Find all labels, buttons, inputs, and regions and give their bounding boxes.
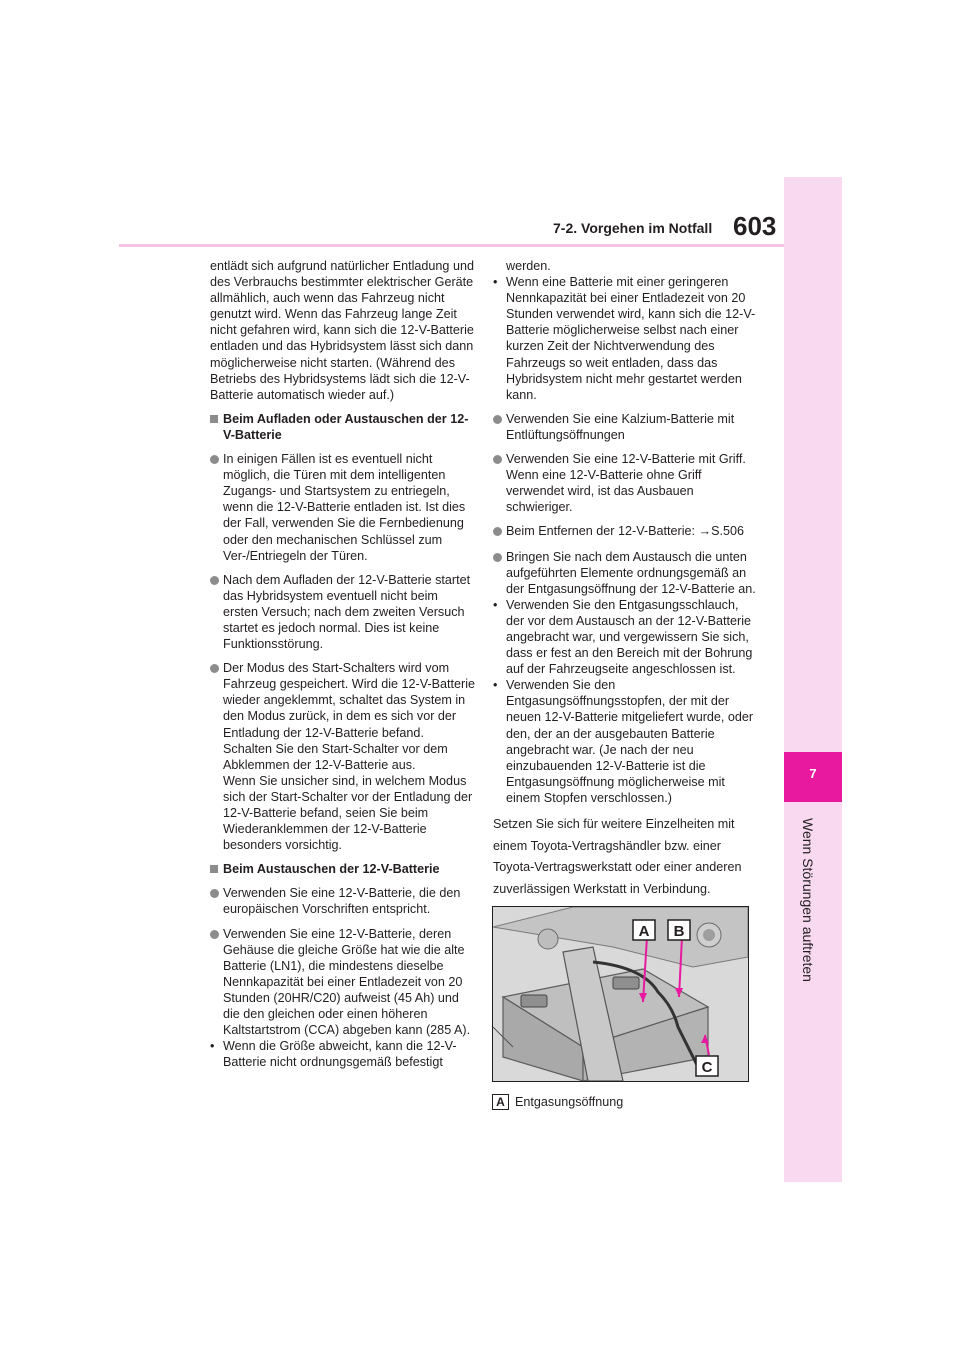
- chapter-label: [798, 818, 818, 988]
- chapter-number: 7: [809, 766, 817, 781]
- list-item-text: Wenn Sie unsicher sind, in welchem Modus sich der Start-Schalter vor der Entladung der 12-V-Batterie befand, seien Sie beim Wiederanklemmen der 12-V-Batterie besonders vorsichtig.: [223, 773, 473, 853]
- list-item-text: Bringen Sie nach dem Austausch die unten aufgeführten Elemente ordnungsgemäß an der Entgasungsöffnung der 12-V-Batterie an.: [506, 549, 756, 596]
- callout-a: A: [638, 923, 650, 940]
- figure-caption: [492, 1094, 623, 1110]
- round-bullet-icon: [210, 576, 219, 585]
- list-item-text: Nach dem Aufladen der 12-V-Batterie startet das Hybridsystem eventuell nicht beim ersten Versuch; nach dem zweiten Versuch startet es jedoch normal. Dies ist keine Funktionsstörung.: [223, 572, 471, 652]
- paragraph-line: zuverlässigen Werkstatt in Verbindung.: [493, 881, 711, 896]
- battery-photo: [493, 907, 748, 1081]
- heading-replacing: [210, 861, 475, 877]
- round-bullet-icon: [493, 527, 502, 536]
- square-bullet-icon: [210, 865, 218, 873]
- round-bullet-icon: [210, 930, 219, 939]
- list-item-text: Verwenden Sie eine 12-V-Batterie mit Griff. Wenn eine 12-V-Batterie ohne Griff verwendet wird, ist das Ausbauen schwieriger.: [506, 452, 746, 515]
- list-item-text: In einigen Fällen ist es eventuell nicht möglich, die Türen mit dem intelligenten Zugangs- und Startsystem zu entriegeln, wenn die 12-V-Batterie entladen ist. Ist dies der Fall, verwenden Sie die Fernbedienung oder den mechanischen Schlüssel zum Ver-/Entriegeln der Türen.: [223, 452, 466, 563]
- sub-list-item: • Wenn die Größe abweicht, kann die 12-V-Batterie nicht ordnungsgemäß befestigt: [210, 1038, 475, 1070]
- left-column: [210, 258, 475, 1070]
- caption-key: A: [492, 1094, 509, 1110]
- paragraph-line: Toyota-Vertragswerkstatt oder einer anderen: [493, 860, 742, 874]
- list-item: [210, 885, 475, 917]
- sub-list-item-text: Wenn eine Batterie mit einer geringeren Nennkapazität bei einer Entladezeit von 20 Stunden verwendet wird, kann sich die 12-V-Batterie möglicherweise selbst nach einer kurzen Zeit der Nichtverwendung des Fahrzeugs so weit entladen, dass das Hybridsystem nicht mehr gestartet werden kann.: [506, 275, 756, 402]
- paragraph-line: einem Toyota-Vertragshändler bzw. einer: [493, 838, 721, 853]
- header-rule: [119, 244, 784, 247]
- list-item-text: Der Modus des Start-Schalters wird vom Fahrzeug gespeichert. Wird die 12-V-Batterie wieder angeklemmt, schaltet das System in den Modus zurück, in dem es sich vor der Entladung der 12-V-Batterie befand. Schalten Sie den Start-Schalter vor dem Abklemmen der 12-V-Batterie aus.: [223, 661, 475, 772]
- round-bullet-icon: [210, 889, 219, 898]
- list-item: [493, 451, 757, 515]
- list-item-text: Verwenden Sie eine Kalzium-Batterie mit Entlüftungsöffnungen: [506, 411, 735, 442]
- list-item: [493, 411, 757, 443]
- continued-text: werden.: [506, 259, 551, 273]
- chapter-side-tab: [784, 177, 842, 1182]
- heading-replacing-text: Beim Austauschen der 12-V-Batterie: [223, 862, 440, 877]
- heading-charging-text: Beim Aufladen oder Austauschen der 12-V-Batterie: [223, 411, 469, 442]
- list-item-text: Beim Entfernen der 12-V-Batterie: →S.506: [506, 524, 745, 539]
- heading-charging: [210, 411, 475, 443]
- sub-list-item-text: Wenn die Größe abweicht, kann die 12-V-Batterie nicht ordnungsgemäß befestigt: [223, 1039, 457, 1070]
- list-item-text: Verwenden Sie eine 12-V-Batterie, deren Gehäuse die gleiche Größe hat wie die alte Batterie (LN1), die mindestens dieselbe Nennkapazität bei einer Entladezeit von 20 Stunden (20HR/C20) aufweist (45 Ah) und die den gleichen oder einen höheren Kaltstartstrom (CCA) abgeben kann (285 A).: [223, 926, 471, 1038]
- section-title: 7-2. Vorgehen im Notfall: [553, 220, 713, 236]
- callout-c: C: [701, 1059, 713, 1076]
- round-bullet-icon: [210, 455, 219, 464]
- sub-list-item-text: Verwenden Sie den Entgasungsschlauch, der vor dem Austausch an der 12-V-Batterie angebracht war, und vergewissern Sie sich, dass er fest an den Bereich mit der Bohrung auf der Fahrzeugseite angeschlossen ist.: [506, 597, 753, 677]
- sub-list-item: • Verwenden Sie den Entgasungsschlauch, der vor dem Austausch an der 12-V-Batterie angebracht war, und vergewissern Sie sich, dass er fest an den Bereich mit der Bohrung auf der Fahrzeugseite angeschlossen ist.: [493, 597, 757, 677]
- right-column: [493, 258, 757, 900]
- intro-paragraph: entlädt sich aufgrund natürlicher Entladung und des Verbrauchs bestimmter elektrischer Geräte allmählich, auch wenn das Fahrzeug nicht genutzt wird. Wenn das Fahrzeug lange Zeit nicht gefahren wird, kann sich die 12-V-Batterie entladen und das Hybridsystem lässt sich dann möglicherweise nicht starten. (Während des Betriebs des Hybridsystems lädt sich die 12-V-Batterie automatisch wieder auf.): [210, 259, 474, 402]
- round-bullet-icon: [210, 664, 219, 673]
- list-item: [493, 549, 757, 597]
- list-item: [493, 523, 757, 540]
- sub-list-item-text: Verwenden Sie den Entgasungsöffnungsstopfen, der mit der neuen 12-V-Batterie mitgeliefert wurde, oder den, der an der ausgebauten Batterie angebracht war. (Je nach der neu einzubauenden 12-V-Batterie ist die Entgasungsöffnung möglicherweise mit einem Stopfen verschlossen.): [506, 678, 754, 805]
- sub-list-item: • Verwenden Sie den Entgasungsöffnungsstopfen, der mit der neuen 12-V-Batterie mitgeliefert wurde, oder den, der an der ausgebauten Batterie angebracht war. (Je nach der neu einzubauenden 12-V-Batterie ist die Entgasungsöffnung möglicherweise mit einem Stopfen verschlossen.): [493, 677, 757, 806]
- round-bullet-icon: [493, 415, 502, 424]
- chapter-label-text: Wenn Störungen auftreten: [800, 818, 816, 982]
- round-bullet-icon: [493, 553, 502, 562]
- paragraph-line: Setzen Sie sich für weitere Einzelheiten mit: [493, 817, 735, 831]
- list-item: [210, 926, 475, 1039]
- list-item: [210, 572, 475, 652]
- round-bullet-icon: [493, 455, 502, 464]
- sub-list-item: • Wenn eine Batterie mit einer geringeren Nennkapazität bei einer Entladezeit von 20 Stunden verwendet wird, kann sich die 12-V-Batterie möglicherweise selbst nach einer kurzen Zeit der Nichtverwendung des Fahrzeugs so weit entladen, dass das Hybridsystem nicht mehr gestartet werden kann.: [493, 275, 756, 402]
- list-item-text: Verwenden Sie eine 12-V-Batterie, die den europäischen Vorschriften entspricht.: [223, 886, 461, 917]
- list-item: [210, 660, 475, 853]
- square-bullet-icon: [210, 415, 218, 423]
- battery-illustration: [492, 906, 749, 1082]
- callout-b: B: [673, 923, 685, 940]
- page-number: 603: [733, 211, 777, 241]
- caption-text: Entgasungsöffnung: [515, 1095, 624, 1109]
- list-item: [210, 451, 475, 564]
